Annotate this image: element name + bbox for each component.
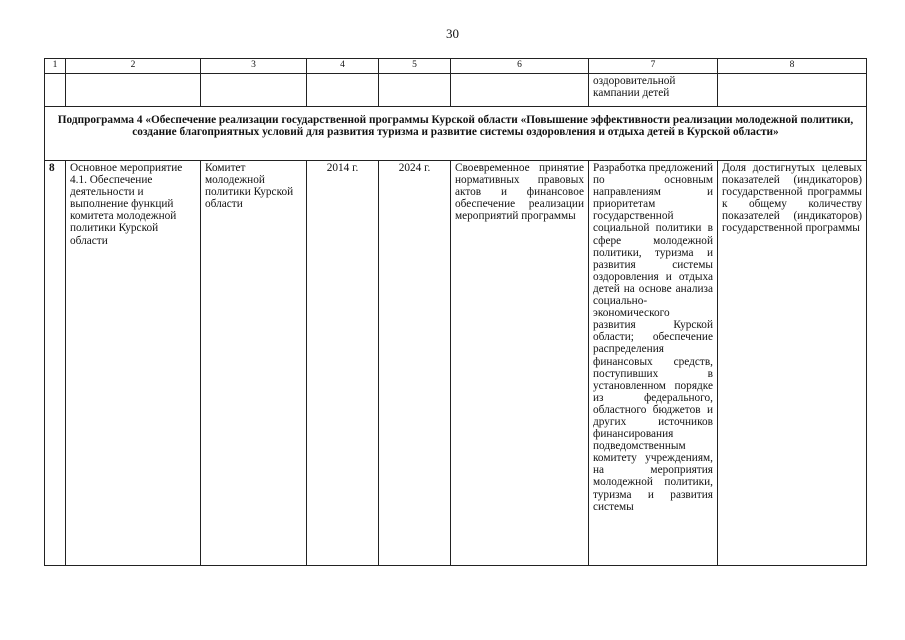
- subprogram-title: Подпрограмма 4 «Обеспечение реализации государственной программы Курской области «Повышение эффективности реализации молодежной политики, создание благоприятных условий для развития туризма и развитие системы оздоровления и отдыха детей в Курской области»: [45, 107, 867, 161]
- column-number-row: [45, 59, 867, 74]
- empty-cell: [201, 74, 307, 107]
- empty-cell: [379, 74, 451, 107]
- column-number: 8: [718, 59, 867, 74]
- indicators-link-cell: Доля достигнутых целевых показателей (индикаторов) государственной программы к общему количеству показателей (индикаторов) государственной программы: [718, 161, 867, 566]
- table-row: [45, 161, 867, 566]
- event-cell: Основное мероприятие 4.1. Обеспечение деятельности и выполнение функций комитета молодежной политики Курской области: [66, 161, 201, 566]
- empty-cell: [451, 74, 589, 107]
- empty-cell: [307, 74, 379, 107]
- executor-cell: Комитет молодежной политики Курской области: [201, 161, 307, 566]
- column-number: 4: [307, 59, 379, 74]
- empty-cell: [66, 74, 201, 107]
- column-number: 2: [66, 59, 201, 74]
- column-number: 3: [201, 59, 307, 74]
- empty-cell: [718, 74, 867, 107]
- row-number: 8: [45, 161, 66, 566]
- continued-row: [45, 74, 867, 107]
- column-number: 1: [45, 59, 66, 74]
- column-number: 7: [589, 59, 718, 74]
- column-number: 6: [451, 59, 589, 74]
- subprogram-row: [45, 107, 867, 161]
- end-year-cell: 2024 г.: [379, 161, 451, 566]
- start-year-cell: 2014 г.: [307, 161, 379, 566]
- page-number: 30: [446, 26, 459, 41]
- expected-result-cell: Своевременное принятие нормативных правовых актов и финансовое обеспечение реализации мероприятий программы: [451, 161, 589, 566]
- main-directions-cell: Разработка предложений по основным направлениям и приоритетам государственной социальной политики в сфере молодежной политики, туризма и развития системы оздоровления и отдыха детей на основе анализа социально-экономического развития Курской области; обеспечение распределения финансовых средств, поступивших в установленном порядке из федерального, областного бюджетов и других источников финансирования подведомственным комитету учреждениям, на мероприятия молодежной политики, туризма и развития системы: [589, 161, 718, 566]
- program-table: [44, 58, 867, 566]
- continued-directions-cell: оздоровительной кампании детей: [589, 74, 718, 107]
- empty-cell: [45, 74, 66, 107]
- column-number: 5: [379, 59, 451, 74]
